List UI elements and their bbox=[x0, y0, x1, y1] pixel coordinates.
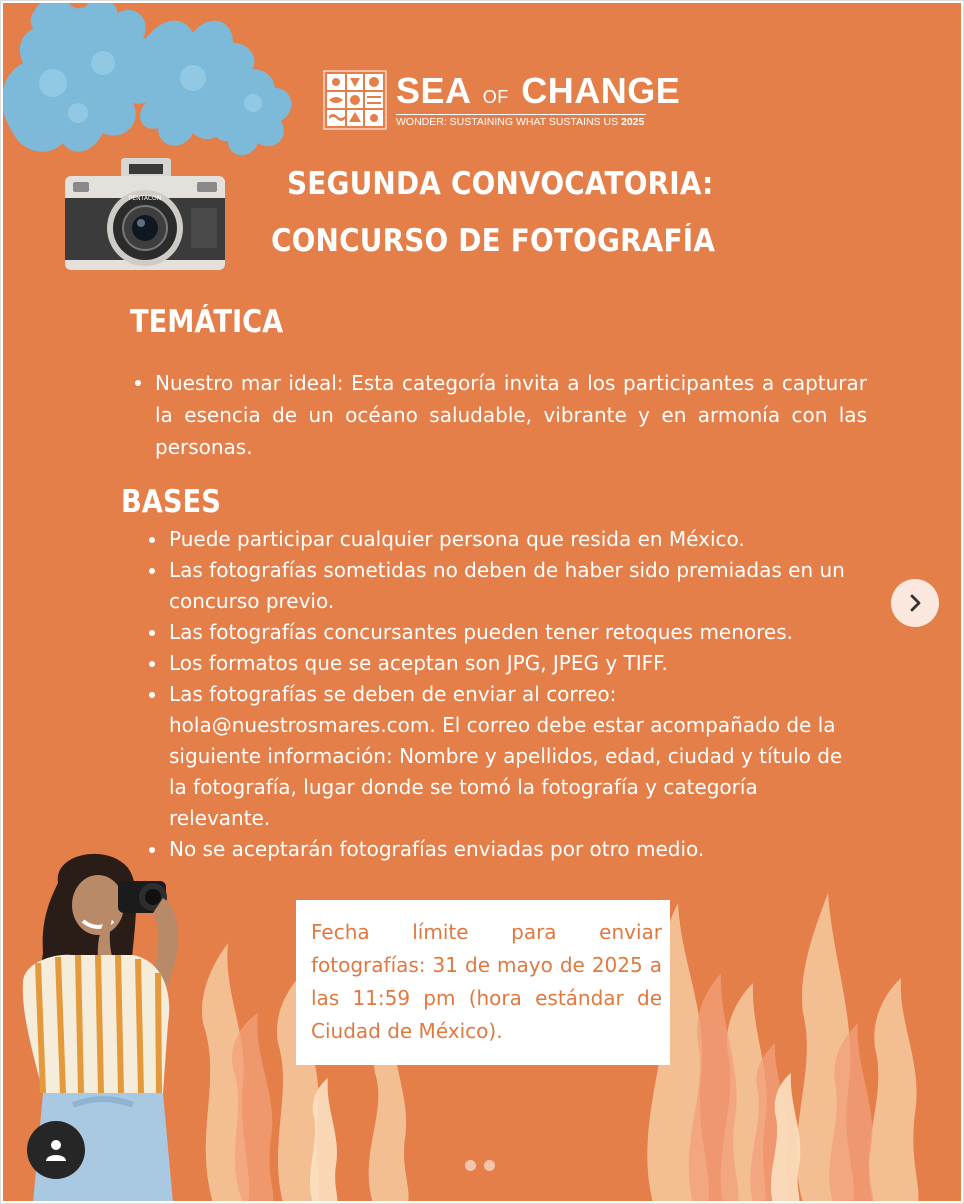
list-item: Los formatos que se aceptan son JPG, JPEG y TIFF. bbox=[145, 648, 865, 679]
tematica-heading: TEMÁTICA bbox=[130, 304, 284, 340]
camera-brand: PENTACON bbox=[128, 195, 162, 202]
logo-tagline-text: WONDER: SUSTAINING WHAT SUSTAINS US bbox=[396, 116, 619, 128]
logo-tagline bbox=[396, 116, 644, 128]
carousel-dot[interactable] bbox=[465, 1160, 476, 1171]
list-item: Las fotografías concursantes pueden tener retoques menores. bbox=[145, 617, 865, 648]
carousel-dot[interactable] bbox=[484, 1160, 495, 1171]
bases-list bbox=[145, 524, 865, 865]
logo-wordmark bbox=[396, 70, 680, 118]
post-image bbox=[3, 3, 961, 1201]
carousel-indicator bbox=[465, 1160, 495, 1171]
logo-mark-icon bbox=[323, 70, 387, 130]
list-item: Las fotografías sometidas no deben de haber sido premiadas en un concurso previo. bbox=[145, 555, 865, 617]
list-item: Puede participar cualquier persona que resida en México. bbox=[145, 524, 865, 555]
chevron-right-icon bbox=[905, 593, 925, 613]
logo-word-change: CHANGE bbox=[521, 70, 681, 111]
logo-word-of: OF bbox=[482, 87, 509, 107]
tematica-list bbox=[131, 367, 867, 463]
list-item: Nuestro mar ideal: Esta categoría invita a los participantes a capturar la esencia de un océano saludable, vibrante y en armonía con las personas. bbox=[131, 367, 867, 463]
title-line-2: CONCURSO DE FOTOGRAFÍA bbox=[271, 223, 716, 259]
sea-of-change-logo bbox=[323, 70, 681, 134]
logo-word-sea: SEA bbox=[396, 70, 471, 111]
user-icon bbox=[44, 1138, 68, 1162]
camera-illustration bbox=[63, 158, 228, 273]
bases-heading: BASES bbox=[121, 484, 221, 520]
list-item: Las fotografías se deben de enviar al correo: hola@nuestrosmares.com. El correo debe estar acompañado de la siguiente información: Nombre y apellidos, edad, ciudad y título de la fotografía, lugar donde se tomó la fotografía y categoría relevante. bbox=[145, 679, 865, 834]
user-tags-button[interactable] bbox=[27, 1121, 85, 1179]
deadline-text: Fecha límite para enviar fotografías: 31 de mayo de 2025 a las 11:59 pm (hora estándar de Ciudad de México). bbox=[311, 920, 662, 1043]
list-item: No se aceptarán fotografías enviadas por otro medio. bbox=[145, 834, 865, 865]
deadline-box bbox=[296, 900, 670, 1065]
logo-year: 2025 bbox=[621, 116, 645, 128]
next-slide-button[interactable] bbox=[891, 579, 939, 627]
title-line-1: SEGUNDA CONVOCATORIA: bbox=[287, 166, 714, 202]
logo-divider bbox=[396, 114, 646, 115]
